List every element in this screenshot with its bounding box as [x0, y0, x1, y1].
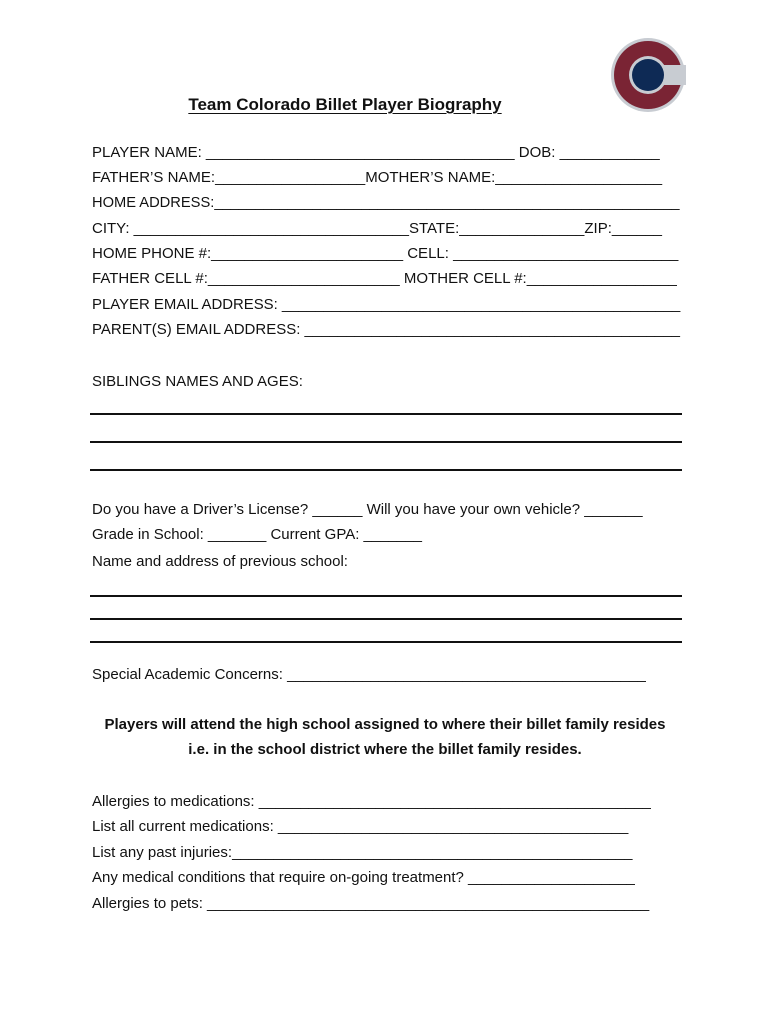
field-player-name-dob[interactable]: PLAYER NAME: _____________________________________ DOB: ____________ — [92, 144, 660, 161]
logo-center — [632, 59, 664, 91]
field-license-vehicle[interactable]: Do you have a Driver’s License? ______ Will you have your own vehicle? _______ — [92, 501, 643, 518]
field-parent-names[interactable]: FATHER’S NAME:__________________MOTHER’S NAME:____________________ — [92, 169, 663, 186]
siblings-line[interactable] — [90, 469, 682, 471]
field-current-medications[interactable]: List all current medications: __________________________________________ — [92, 818, 629, 835]
field-parent-cells[interactable]: FATHER CELL #:_______________________ MOTHER CELL #:__________________ — [92, 270, 677, 287]
field-home-phone-cell[interactable]: HOME PHONE #:_______________________ CELL: ___________________________ — [92, 245, 679, 262]
siblings-line[interactable] — [90, 413, 682, 415]
previous-school-label: Name and address of previous school: — [92, 553, 348, 570]
field-home-address[interactable]: HOME ADDRESS:_________________________________________________________ — [92, 194, 680, 211]
form-title: Team Colorado Billet Player Biography — [188, 95, 502, 114]
billet-school-notice: Players will attend the high school assigned to where their billet family resides — [104, 716, 666, 733]
field-pet-allergies[interactable]: Allergies to pets: _____________________________________________________ — [92, 895, 650, 912]
field-parent-email[interactable]: PARENT(S) EMAIL ADDRESS: _____________________________________________ — [92, 321, 680, 338]
previous-school-line[interactable] — [90, 641, 682, 643]
field-special-academic-concerns[interactable]: Special Academic Concerns: ___________________________________________ — [92, 666, 646, 683]
field-grade-gpa[interactable]: Grade in School: _______ Current GPA: _______ — [92, 526, 422, 543]
previous-school-line[interactable] — [90, 595, 682, 597]
field-medication-allergies[interactable]: Allergies to medications: _______________________________________________ — [92, 793, 651, 810]
field-past-injuries[interactable]: List any past injuries:________________________________________________ — [92, 844, 633, 861]
previous-school-line[interactable] — [90, 618, 682, 620]
siblings-label: SIBLINGS NAMES AND AGES: — [92, 373, 303, 390]
field-medical-conditions[interactable]: Any medical conditions that require on-going treatment? ____________________ — [92, 869, 635, 886]
field-city-state-zip[interactable]: CITY: _________________________________STATE:_______________ZIP:______ — [92, 220, 662, 237]
field-player-email[interactable]: PLAYER EMAIL ADDRESS: ________________________________________________ — [92, 296, 681, 313]
billet-school-notice: i.e. in the school district where the billet family resides. — [188, 741, 582, 758]
siblings-line[interactable] — [90, 441, 682, 443]
